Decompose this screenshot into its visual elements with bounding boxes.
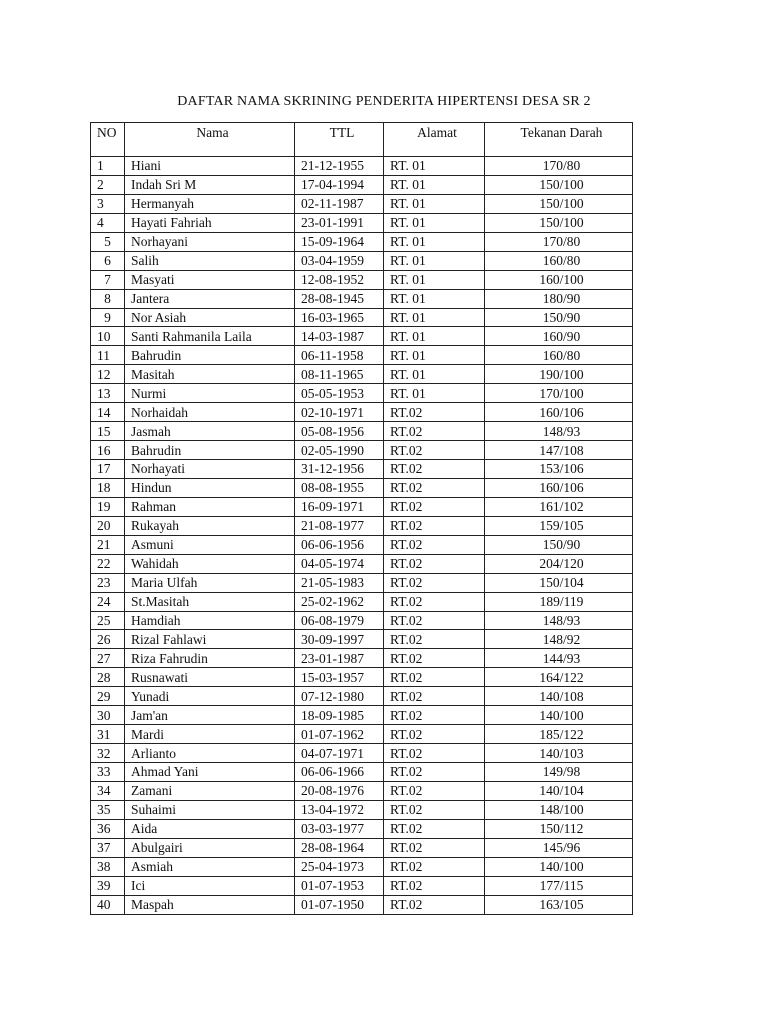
cell-alamat: RT. 01 — [384, 289, 485, 308]
cell-tekanan-darah: 149/98 — [485, 763, 633, 782]
cell-tekanan-darah: 170/80 — [485, 157, 633, 176]
cell-no: 6 — [91, 251, 125, 270]
cell-tekanan-darah: 150/90 — [485, 535, 633, 554]
cell-ttl: 15-03-1957 — [295, 668, 384, 687]
cell-alamat: RT.02 — [384, 516, 485, 535]
table-row — [91, 403, 633, 422]
cell-nama: Nurmi — [125, 384, 295, 403]
cell-ttl: 04-05-1974 — [295, 554, 384, 573]
cell-no: 20 — [91, 516, 125, 535]
cell-nama: Bahrudin — [125, 441, 295, 460]
cell-nama: Jam'an — [125, 706, 295, 725]
cell-nama: Yunadi — [125, 687, 295, 706]
cell-no: 23 — [91, 573, 125, 592]
table-row — [91, 838, 633, 857]
cell-tekanan-darah: 140/108 — [485, 687, 633, 706]
cell-alamat: RT.02 — [384, 857, 485, 876]
screening-table — [90, 122, 633, 915]
cell-no: 22 — [91, 554, 125, 573]
cell-no: 19 — [91, 497, 125, 516]
cell-ttl: 21-12-1955 — [295, 157, 384, 176]
cell-no: 10 — [91, 327, 125, 346]
table-row — [91, 384, 633, 403]
table-row — [91, 592, 633, 611]
table-row — [91, 460, 633, 479]
cell-nama: Zamani — [125, 781, 295, 800]
cell-no: 14 — [91, 403, 125, 422]
cell-nama: Hindun — [125, 478, 295, 497]
cell-alamat: RT.02 — [384, 706, 485, 725]
cell-ttl: 08-11-1965 — [295, 365, 384, 384]
cell-nama: Bahrudin — [125, 346, 295, 365]
cell-tekanan-darah: 170/100 — [485, 384, 633, 403]
cell-no: 11 — [91, 346, 125, 365]
cell-ttl: 05-08-1956 — [295, 422, 384, 441]
header-no: NO — [91, 123, 125, 157]
cell-tekanan-darah: 160/80 — [485, 346, 633, 365]
table-row — [91, 668, 633, 687]
table-row — [91, 422, 633, 441]
cell-no: 32 — [91, 744, 125, 763]
cell-no: 26 — [91, 630, 125, 649]
cell-ttl: 30-09-1997 — [295, 630, 384, 649]
cell-alamat: RT. 01 — [384, 384, 485, 403]
table-row — [91, 497, 633, 516]
cell-ttl: 01-07-1950 — [295, 895, 384, 914]
cell-ttl: 04-07-1971 — [295, 744, 384, 763]
table-body — [91, 157, 633, 915]
table-row — [91, 251, 633, 270]
table-row — [91, 346, 633, 365]
header-ttl: TTL — [295, 123, 384, 157]
cell-ttl: 28-08-1964 — [295, 838, 384, 857]
table-row — [91, 876, 633, 895]
cell-nama: Santi Rahmanila Laila — [125, 327, 295, 346]
cell-ttl: 23-01-1987 — [295, 649, 384, 668]
table-row — [91, 649, 633, 668]
cell-alamat: RT.02 — [384, 478, 485, 497]
cell-nama: Hermanyah — [125, 194, 295, 213]
cell-no: 12 — [91, 365, 125, 384]
cell-no: 37 — [91, 838, 125, 857]
cell-no: 2 — [91, 175, 125, 194]
cell-nama: Rukayah — [125, 516, 295, 535]
cell-no: 17 — [91, 460, 125, 479]
cell-tekanan-darah: 177/115 — [485, 876, 633, 895]
cell-tekanan-darah: 148/92 — [485, 630, 633, 649]
cell-ttl: 15-09-1964 — [295, 232, 384, 251]
table-row — [91, 763, 633, 782]
header-tekanan-darah: Tekanan Darah — [485, 123, 633, 157]
cell-alamat: RT.02 — [384, 687, 485, 706]
cell-no: 18 — [91, 478, 125, 497]
cell-tekanan-darah: 160/90 — [485, 327, 633, 346]
cell-tekanan-darah: 204/120 — [485, 554, 633, 573]
table-row — [91, 687, 633, 706]
cell-alamat: RT.02 — [384, 838, 485, 857]
cell-no: 1 — [91, 157, 125, 176]
cell-nama: Masyati — [125, 270, 295, 289]
cell-ttl: 06-08-1979 — [295, 611, 384, 630]
cell-ttl: 12-08-1952 — [295, 270, 384, 289]
table-row — [91, 573, 633, 592]
cell-nama: Norhayani — [125, 232, 295, 251]
cell-tekanan-darah: 161/102 — [485, 497, 633, 516]
cell-nama: Jantera — [125, 289, 295, 308]
cell-tekanan-darah: 150/100 — [485, 194, 633, 213]
cell-tekanan-darah: 160/100 — [485, 270, 633, 289]
table-row — [91, 213, 633, 232]
cell-nama: Indah Sri M — [125, 175, 295, 194]
cell-tekanan-darah: 160/80 — [485, 251, 633, 270]
cell-ttl: 21-08-1977 — [295, 516, 384, 535]
cell-alamat: RT. 01 — [384, 194, 485, 213]
table-row — [91, 194, 633, 213]
cell-ttl: 14-03-1987 — [295, 327, 384, 346]
table-row — [91, 744, 633, 763]
cell-alamat: RT.02 — [384, 800, 485, 819]
table-row — [91, 232, 633, 251]
table-row — [91, 630, 633, 649]
cell-no: 35 — [91, 800, 125, 819]
cell-tekanan-darah: 150/104 — [485, 573, 633, 592]
table-row — [91, 308, 633, 327]
cell-nama: Ici — [125, 876, 295, 895]
cell-no: 3 — [91, 194, 125, 213]
cell-nama: Wahidah — [125, 554, 295, 573]
cell-nama: Jasmah — [125, 422, 295, 441]
table-row — [91, 611, 633, 630]
cell-tekanan-darah: 140/104 — [485, 781, 633, 800]
table-row — [91, 157, 633, 176]
cell-ttl: 20-08-1976 — [295, 781, 384, 800]
table-row — [91, 175, 633, 194]
cell-nama: Aida — [125, 819, 295, 838]
cell-ttl: 28-08-1945 — [295, 289, 384, 308]
cell-no: 16 — [91, 441, 125, 460]
cell-nama: St.Masitah — [125, 592, 295, 611]
cell-alamat: RT.02 — [384, 725, 485, 744]
cell-ttl: 07-12-1980 — [295, 687, 384, 706]
cell-no: 24 — [91, 592, 125, 611]
cell-ttl: 06-06-1966 — [295, 763, 384, 782]
cell-tekanan-darah: 160/106 — [485, 478, 633, 497]
cell-no: 28 — [91, 668, 125, 687]
cell-tekanan-darah: 189/119 — [485, 592, 633, 611]
cell-no: 36 — [91, 819, 125, 838]
cell-alamat: RT.02 — [384, 611, 485, 630]
cell-nama: Maria Ulfah — [125, 573, 295, 592]
header-row — [91, 123, 633, 157]
cell-no: 27 — [91, 649, 125, 668]
cell-nama: Hamdiah — [125, 611, 295, 630]
cell-no: 33 — [91, 763, 125, 782]
table-row — [91, 781, 633, 800]
cell-nama: Hayati Fahriah — [125, 213, 295, 232]
cell-alamat: RT.02 — [384, 554, 485, 573]
cell-nama: Nor Asiah — [125, 308, 295, 327]
cell-tekanan-darah: 163/105 — [485, 895, 633, 914]
cell-alamat: RT.02 — [384, 649, 485, 668]
cell-tekanan-darah: 150/112 — [485, 819, 633, 838]
cell-alamat: RT.02 — [384, 403, 485, 422]
cell-no: 25 — [91, 611, 125, 630]
cell-no: 40 — [91, 895, 125, 914]
cell-alamat: RT. 01 — [384, 308, 485, 327]
cell-alamat: RT. 01 — [384, 251, 485, 270]
cell-no: 39 — [91, 876, 125, 895]
table-row — [91, 895, 633, 914]
cell-tekanan-darah: 140/103 — [485, 744, 633, 763]
cell-ttl: 02-10-1971 — [295, 403, 384, 422]
cell-nama: Abulgairi — [125, 838, 295, 857]
cell-nama: Rizal Fahlawi — [125, 630, 295, 649]
table-row — [91, 478, 633, 497]
cell-nama: Mardi — [125, 725, 295, 744]
cell-no: 21 — [91, 535, 125, 554]
cell-no: 13 — [91, 384, 125, 403]
cell-alamat: RT.02 — [384, 573, 485, 592]
cell-no: 5 — [91, 232, 125, 251]
cell-ttl: 02-05-1990 — [295, 441, 384, 460]
cell-alamat: RT.02 — [384, 763, 485, 782]
cell-alamat: RT. 01 — [384, 346, 485, 365]
cell-ttl: 13-04-1972 — [295, 800, 384, 819]
cell-nama: Asmuni — [125, 535, 295, 554]
cell-no: 38 — [91, 857, 125, 876]
cell-nama: Salih — [125, 251, 295, 270]
cell-alamat: RT.02 — [384, 630, 485, 649]
cell-tekanan-darah: 148/100 — [485, 800, 633, 819]
cell-ttl: 06-06-1956 — [295, 535, 384, 554]
table-row — [91, 535, 633, 554]
cell-nama: Maspah — [125, 895, 295, 914]
cell-alamat: RT.02 — [384, 441, 485, 460]
cell-tekanan-darah: 150/90 — [485, 308, 633, 327]
cell-alamat: RT. 01 — [384, 232, 485, 251]
cell-alamat: RT. 01 — [384, 327, 485, 346]
table-row — [91, 327, 633, 346]
cell-no: 34 — [91, 781, 125, 800]
cell-tekanan-darah: 185/122 — [485, 725, 633, 744]
table-row — [91, 857, 633, 876]
cell-tekanan-darah: 140/100 — [485, 857, 633, 876]
cell-nama: Arlianto — [125, 744, 295, 763]
cell-ttl: 02-11-1987 — [295, 194, 384, 213]
cell-ttl: 01-07-1953 — [295, 876, 384, 895]
cell-tekanan-darah: 145/96 — [485, 838, 633, 857]
cell-ttl: 16-09-1971 — [295, 497, 384, 516]
cell-nama: Norhayati — [125, 460, 295, 479]
table-row — [91, 800, 633, 819]
cell-ttl: 31-12-1956 — [295, 460, 384, 479]
cell-tekanan-darah: 180/90 — [485, 289, 633, 308]
cell-ttl: 25-02-1962 — [295, 592, 384, 611]
cell-alamat: RT.02 — [384, 497, 485, 516]
cell-tekanan-darah: 153/106 — [485, 460, 633, 479]
cell-no: 7 — [91, 270, 125, 289]
cell-ttl: 17-04-1994 — [295, 175, 384, 194]
cell-alamat: RT. 01 — [384, 270, 485, 289]
cell-alamat: RT.02 — [384, 422, 485, 441]
cell-tekanan-darah: 144/93 — [485, 649, 633, 668]
cell-no: 8 — [91, 289, 125, 308]
cell-alamat: RT.02 — [384, 895, 485, 914]
cell-ttl: 16-03-1965 — [295, 308, 384, 327]
cell-nama: Riza Fahrudin — [125, 649, 295, 668]
cell-tekanan-darah: 150/100 — [485, 213, 633, 232]
cell-tekanan-darah: 170/80 — [485, 232, 633, 251]
cell-no: 30 — [91, 706, 125, 725]
table-row — [91, 441, 633, 460]
cell-tekanan-darah: 148/93 — [485, 422, 633, 441]
table-row — [91, 270, 633, 289]
cell-ttl: 21-05-1983 — [295, 573, 384, 592]
cell-alamat: RT.02 — [384, 535, 485, 554]
cell-alamat: RT.02 — [384, 460, 485, 479]
cell-alamat: RT. 01 — [384, 157, 485, 176]
table-row — [91, 706, 633, 725]
cell-ttl: 03-04-1959 — [295, 251, 384, 270]
cell-ttl: 03-03-1977 — [295, 819, 384, 838]
cell-nama: Masitah — [125, 365, 295, 384]
cell-nama: Hiani — [125, 157, 295, 176]
cell-tekanan-darah: 159/105 — [485, 516, 633, 535]
cell-alamat: RT. 01 — [384, 175, 485, 194]
table-row — [91, 819, 633, 838]
cell-ttl: 25-04-1973 — [295, 857, 384, 876]
cell-alamat: RT. 01 — [384, 365, 485, 384]
cell-tekanan-darah: 148/93 — [485, 611, 633, 630]
cell-tekanan-darah: 150/100 — [485, 175, 633, 194]
cell-alamat: RT. 01 — [384, 213, 485, 232]
cell-alamat: RT.02 — [384, 876, 485, 895]
cell-nama: Rusnawati — [125, 668, 295, 687]
cell-ttl: 01-07-1962 — [295, 725, 384, 744]
cell-tekanan-darah: 140/100 — [485, 706, 633, 725]
cell-alamat: RT.02 — [384, 781, 485, 800]
cell-ttl: 06-11-1958 — [295, 346, 384, 365]
cell-no: 29 — [91, 687, 125, 706]
cell-nama: Rahman — [125, 497, 295, 516]
cell-tekanan-darah: 147/108 — [485, 441, 633, 460]
cell-alamat: RT.02 — [384, 744, 485, 763]
header-alamat: Alamat — [384, 123, 485, 157]
table-row — [91, 365, 633, 384]
cell-ttl: 18-09-1985 — [295, 706, 384, 725]
cell-nama: Suhaimi — [125, 800, 295, 819]
table-row — [91, 725, 633, 744]
cell-alamat: RT.02 — [384, 592, 485, 611]
cell-no: 31 — [91, 725, 125, 744]
cell-alamat: RT.02 — [384, 668, 485, 687]
cell-tekanan-darah: 160/106 — [485, 403, 633, 422]
header-nama: Nama — [125, 123, 295, 157]
cell-no: 4 — [91, 213, 125, 232]
document-title: DAFTAR NAMA SKRINING PENDERITA HIPERTENSI DESA SR 2 — [177, 94, 591, 109]
cell-ttl: 05-05-1953 — [295, 384, 384, 403]
cell-tekanan-darah: 190/100 — [485, 365, 633, 384]
table-row — [91, 516, 633, 535]
cell-nama: Norhaidah — [125, 403, 295, 422]
cell-nama: Asmiah — [125, 857, 295, 876]
cell-tekanan-darah: 164/122 — [485, 668, 633, 687]
cell-ttl: 23-01-1991 — [295, 213, 384, 232]
cell-nama: Ahmad Yani — [125, 763, 295, 782]
table-row — [91, 554, 633, 573]
cell-alamat: RT.02 — [384, 819, 485, 838]
cell-no: 15 — [91, 422, 125, 441]
cell-no: 9 — [91, 308, 125, 327]
cell-ttl: 08-08-1955 — [295, 478, 384, 497]
table-row — [91, 289, 633, 308]
